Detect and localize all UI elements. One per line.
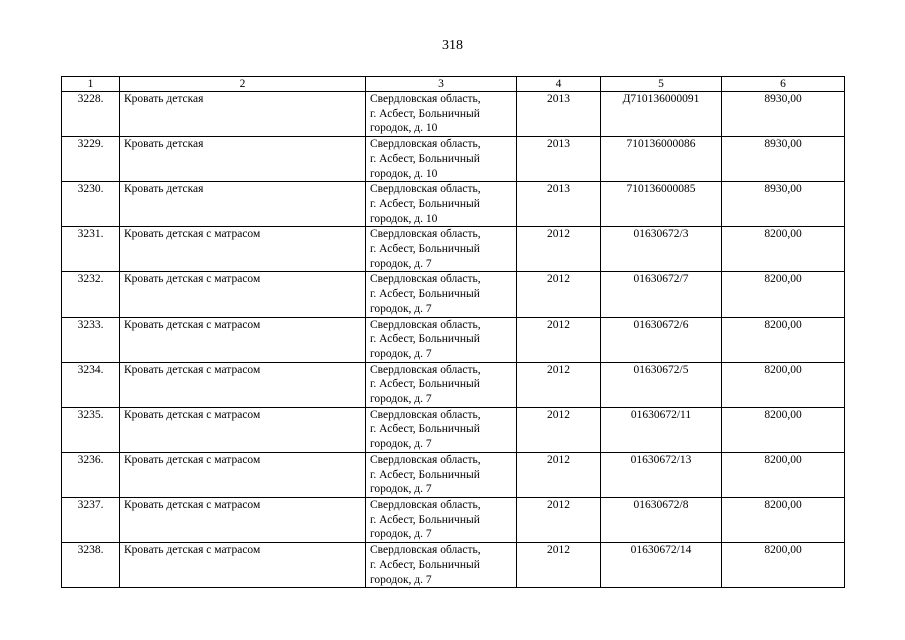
item-price: 8200,00: [722, 317, 845, 362]
item-name: Кровать детская с матрасом: [120, 497, 366, 542]
item-address: Свердловская область, г. Асбест, Больничный городок, д. 7: [366, 407, 517, 452]
item-address: Свердловская область, г. Асбест, Больничный городок, д. 7: [366, 227, 517, 272]
table-row: [62, 452, 845, 497]
item-year: 2012: [517, 227, 601, 272]
inventory-number: 710136000086: [601, 137, 722, 182]
item-price: 8930,00: [722, 137, 845, 182]
item-name: Кровать детская: [120, 182, 366, 227]
inventory-number: 710136000085: [601, 182, 722, 227]
item-address: Свердловская область, г. Асбест, Больничный городок, д. 7: [366, 497, 517, 542]
inventory-number: 01630672/8: [601, 497, 722, 542]
item-name: Кровать детская с матрасом: [120, 543, 366, 588]
inventory-number: 01630672/7: [601, 272, 722, 317]
inventory-number: 01630672/5: [601, 362, 722, 407]
row-number: 3228.: [62, 92, 120, 137]
inventory-number: 01630672/11: [601, 407, 722, 452]
inventory-number: 01630672/14: [601, 543, 722, 588]
item-year: 2013: [517, 137, 601, 182]
item-year: 2013: [517, 182, 601, 227]
item-name: Кровать детская с матрасом: [120, 452, 366, 497]
inventory-number: Д710136000091: [601, 92, 722, 137]
item-address: Свердловская область, г. Асбест, Больничный городок, д. 10: [366, 137, 517, 182]
row-number: 3236.: [62, 452, 120, 497]
page-number: 318: [442, 38, 463, 53]
item-year: 2012: [517, 452, 601, 497]
item-address: Свердловская область, г. Асбест, Больничный городок, д. 7: [366, 543, 517, 588]
item-address: Свердловская область, г. Асбест, Больничный городок, д. 10: [366, 182, 517, 227]
item-name: Кровать детская с матрасом: [120, 362, 366, 407]
row-number: 3230.: [62, 182, 120, 227]
item-name: Кровать детская: [120, 92, 366, 137]
table-body: [62, 92, 845, 588]
item-address: Свердловская область, г. Асбест, Больничный городок, д. 7: [366, 272, 517, 317]
inventory-number: 01630672/3: [601, 227, 722, 272]
row-number: 3231.: [62, 227, 120, 272]
item-year: 2012: [517, 272, 601, 317]
item-address: Свердловская область, г. Асбест, Больничный городок, д. 7: [366, 362, 517, 407]
table-row: [62, 227, 845, 272]
header-row: [62, 77, 845, 92]
item-year: 2012: [517, 362, 601, 407]
item-name: Кровать детская с матрасом: [120, 407, 366, 452]
row-number: 3232.: [62, 272, 120, 317]
row-number: 3234.: [62, 362, 120, 407]
table-row: [62, 497, 845, 542]
row-number: 3233.: [62, 317, 120, 362]
item-name: Кровать детская с матрасом: [120, 227, 366, 272]
item-price: 8200,00: [722, 362, 845, 407]
item-price: 8930,00: [722, 182, 845, 227]
item-name: Кровать детская с матрасом: [120, 317, 366, 362]
item-year: 2013: [517, 92, 601, 137]
item-price: 8200,00: [722, 497, 845, 542]
table-row: [62, 543, 845, 588]
table-row: [62, 272, 845, 317]
item-year: 2012: [517, 497, 601, 542]
column-header-3: 3: [366, 77, 517, 92]
item-year: 2012: [517, 407, 601, 452]
inventory-number: 01630672/6: [601, 317, 722, 362]
item-address: Свердловская область, г. Асбест, Больничный городок, д. 7: [366, 317, 517, 362]
column-header-1: 1: [62, 77, 120, 92]
item-price: 8200,00: [722, 407, 845, 452]
item-price: 8200,00: [722, 227, 845, 272]
item-price: 8200,00: [722, 452, 845, 497]
row-number: 3238.: [62, 543, 120, 588]
item-name: Кровать детская: [120, 137, 366, 182]
item-address: Свердловская область, г. Асбест, Больничный городок, д. 7: [366, 452, 517, 497]
item-year: 2012: [517, 543, 601, 588]
table-row: [62, 182, 845, 227]
column-header-4: 4: [517, 77, 601, 92]
property-register-table: [61, 76, 845, 588]
item-price: 8930,00: [722, 92, 845, 137]
row-number: 3237.: [62, 497, 120, 542]
column-header-2: 2: [120, 77, 366, 92]
table-row: [62, 92, 845, 137]
column-header-5: 5: [601, 77, 722, 92]
item-price: 8200,00: [722, 543, 845, 588]
item-price: 8200,00: [722, 272, 845, 317]
row-number: 3229.: [62, 137, 120, 182]
item-address: Свердловская область, г. Асбест, Больничный городок, д. 10: [366, 92, 517, 137]
table-row: [62, 317, 845, 362]
table-row: [62, 407, 845, 452]
column-header-6: 6: [722, 77, 845, 92]
inventory-number: 01630672/13: [601, 452, 722, 497]
table-row: [62, 137, 845, 182]
row-number: 3235.: [62, 407, 120, 452]
item-name: Кровать детская с матрасом: [120, 272, 366, 317]
item-year: 2012: [517, 317, 601, 362]
table-row: [62, 362, 845, 407]
